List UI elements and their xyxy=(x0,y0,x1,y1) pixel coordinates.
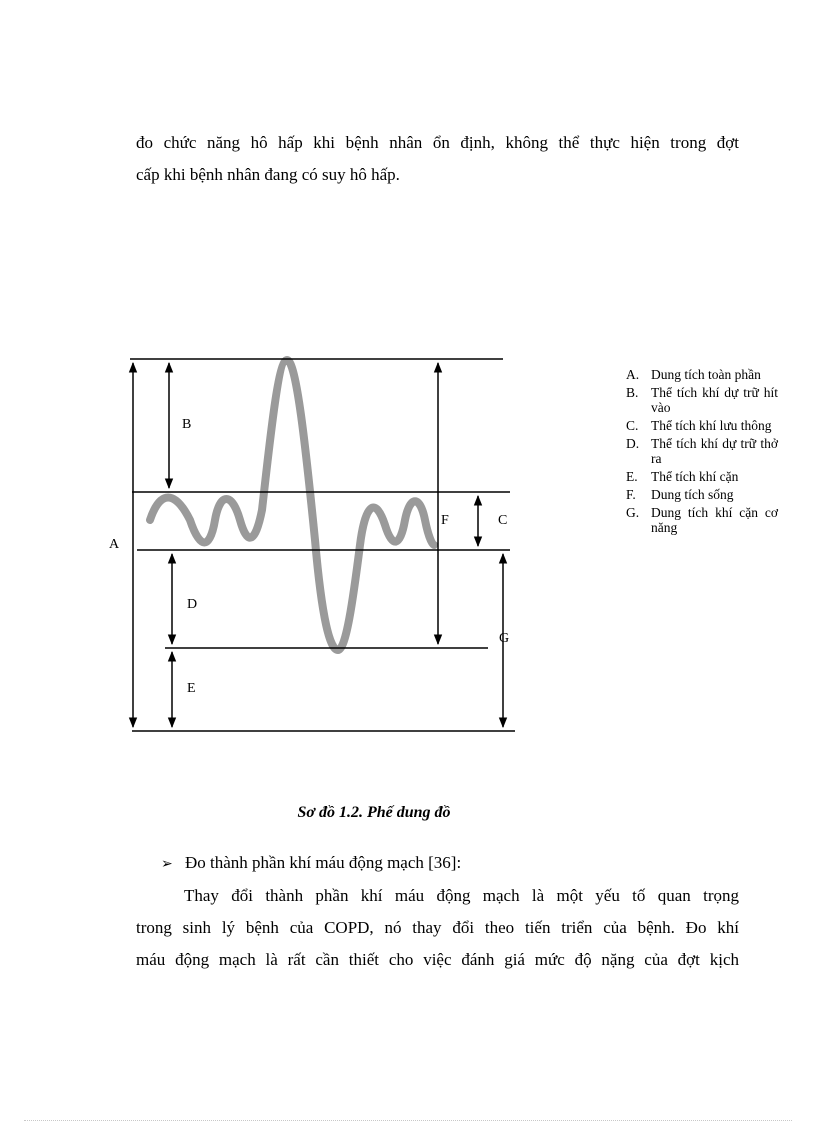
paragraph-line: máu động mạch là rất cần thiết cho việc đánh giá mức độ nặng của đợt kịch xyxy=(136,950,739,969)
label-a: A xyxy=(109,537,120,552)
legend-item: F. Dung tích sống xyxy=(626,487,734,502)
paragraph-line: đo chức năng hô hấp khi bệnh nhân ổn định, không thể thực hiện trong đợt xyxy=(136,133,739,152)
page-bottom-divider xyxy=(24,1120,792,1121)
paragraph-line: Thay đổi thành phần khí máu động mạch là một yếu tố quan trọng xyxy=(184,886,739,905)
bullet-item xyxy=(161,850,461,877)
label-c: C xyxy=(498,513,508,528)
bullet-text: Đo thành phần khí máu động mạch [36]: xyxy=(185,853,462,872)
legend-item: D. Thể tích khí dự trữ thở ra xyxy=(626,436,778,466)
label-d: D xyxy=(187,597,198,612)
legend-item: B. Thể tích khí dự trữ hít vào xyxy=(626,385,778,415)
spirometry-diagram xyxy=(100,340,520,750)
paragraph-line: cấp khi bệnh nhân đang có suy hô hấp. xyxy=(136,165,400,184)
arrow-bullet-icon: ➢ xyxy=(161,856,173,872)
label-g: G xyxy=(499,631,510,646)
label-f: F xyxy=(441,513,449,528)
legend-item: C. Thể tích khí lưu thông xyxy=(626,418,772,433)
figure-caption: Sơ đồ 1.2. Phế dung đồ xyxy=(297,804,451,821)
legend-item: G. Dung tích khí cặn cơ năng xyxy=(626,505,778,535)
label-e: E xyxy=(187,681,196,696)
label-b: B xyxy=(182,417,192,432)
diagram-legend xyxy=(626,367,778,538)
legend-item: A. Dung tích toàn phần xyxy=(626,367,761,382)
paragraph-line: trong sinh lý bệnh của COPD, nó thay đổi theo tiến triển của bệnh. Đo khí xyxy=(136,918,739,937)
legend-item: E. Thể tích khí cặn xyxy=(626,469,739,484)
